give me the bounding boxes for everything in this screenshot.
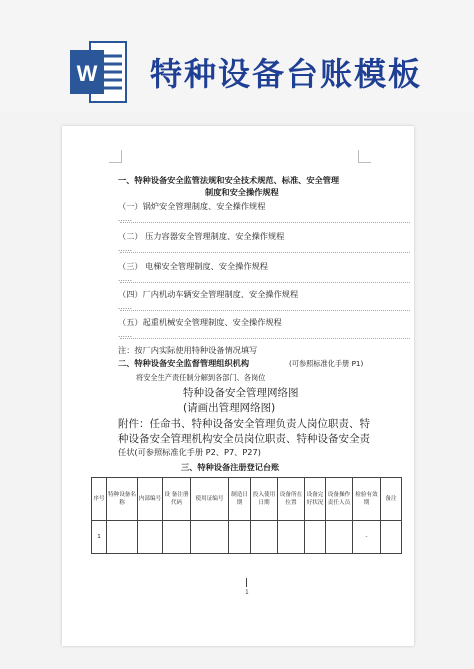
section-2-heading: 二、特种设备安全监督管理组织机构 <box>118 358 250 368</box>
ellipsis-3: …… <box>118 275 132 283</box>
header-cell: 检验有效期 <box>353 478 381 521</box>
dotted-rule-1 <box>120 222 410 223</box>
header-cell: 设备完好状况 <box>305 478 326 521</box>
table-row <box>92 521 402 554</box>
header-cell: 序号 <box>92 478 107 521</box>
header-cell: 制造日期 <box>229 478 251 521</box>
ellipsis-1: …… <box>118 215 132 223</box>
header-cell: 特种设备名 称 <box>107 478 138 521</box>
note-text: 注：按厂内实际使用特种设备情况填写 <box>118 345 258 355</box>
header-cell: 设 备注册代码 <box>163 478 191 521</box>
dotted-rule-4 <box>120 310 410 311</box>
header-cell: 备注 <box>381 478 402 521</box>
text-cursor <box>246 578 247 587</box>
attachment-line-2: 种设备安全管理机构安全员岗位职责、特种设备安全责 <box>118 433 370 445</box>
header-cell: 投入使用日期 <box>251 478 278 521</box>
attachment-line-3: 任状(可参照标准化手册 P2、P7、P27) <box>118 447 261 457</box>
ellipsis-2: …… <box>118 245 132 253</box>
registration-table <box>91 477 402 554</box>
margin-mark-top-left <box>109 150 122 163</box>
section-1-heading: 一、特种设备安全监管法规和安全技术规范、标准、安全管理 <box>118 175 340 185</box>
margin-mark-top-right <box>358 150 371 163</box>
list-item-2: （二） 压力容器安全管理制度、安全操作规程 <box>118 231 285 241</box>
table-cell <box>138 521 163 554</box>
list-item-1: （一）锅炉安全管理制度、安全操作规程 <box>118 201 266 211</box>
page-number: 1 <box>245 589 249 596</box>
svg-text:W: W <box>76 61 98 86</box>
attachment-line-1: 附件：任命书、特种设备安全管理负责人岗位职责、特 <box>118 418 370 430</box>
dotted-rule-2 <box>120 252 410 253</box>
table-cell <box>278 521 305 554</box>
table-cell <box>229 521 251 554</box>
table-cell <box>326 521 353 554</box>
table-cell <box>305 521 326 554</box>
table-cell <box>381 521 402 554</box>
dotted-rule-5 <box>120 338 410 339</box>
table-cell <box>191 521 229 554</box>
list-item-3: （三） 电梯安全管理制度、安全操作规程 <box>118 261 268 271</box>
header-cell: 设备所在位置 <box>278 478 305 521</box>
banner-header <box>0 0 474 112</box>
section-2-reference: (可参照标准化手册 P1) <box>289 359 364 368</box>
section-2-subtitle: 将安全生产责任制分解到各部门、各岗位 <box>136 373 266 382</box>
network-chart-instruction: (请画出管理网络图) <box>183 402 276 414</box>
table-cell <box>107 521 138 554</box>
section-1-heading-cont: 制度和安全操作规程 <box>205 187 279 197</box>
table-cell: - <box>353 521 381 554</box>
network-chart-title: 特种设备安全管理网络图 <box>183 387 299 399</box>
dotted-rule-3 <box>120 282 410 283</box>
section-3-heading: 三、特种设备注册登记台账 <box>181 462 280 472</box>
list-item-4: （四）厂内机动车辆安全管理制度、安全操作规程 <box>118 289 299 299</box>
word-icon <box>70 40 128 104</box>
ellipsis-4: …… <box>118 303 132 311</box>
header-cell: 内部编号 <box>138 478 163 521</box>
table-cell <box>163 521 191 554</box>
page-title: 特种设备台账模板 <box>150 55 423 93</box>
table-header-row <box>92 478 402 521</box>
table-cell <box>251 521 278 554</box>
header-cell: 使用证编号 <box>191 478 229 521</box>
list-item-5: （五）起重机械安全管理制度、安全操作规程 <box>118 317 282 327</box>
table-cell: 1 <box>92 521 107 554</box>
ellipsis-5: …… <box>118 331 132 339</box>
header-cell: 设备操作责任人员 <box>326 478 353 521</box>
